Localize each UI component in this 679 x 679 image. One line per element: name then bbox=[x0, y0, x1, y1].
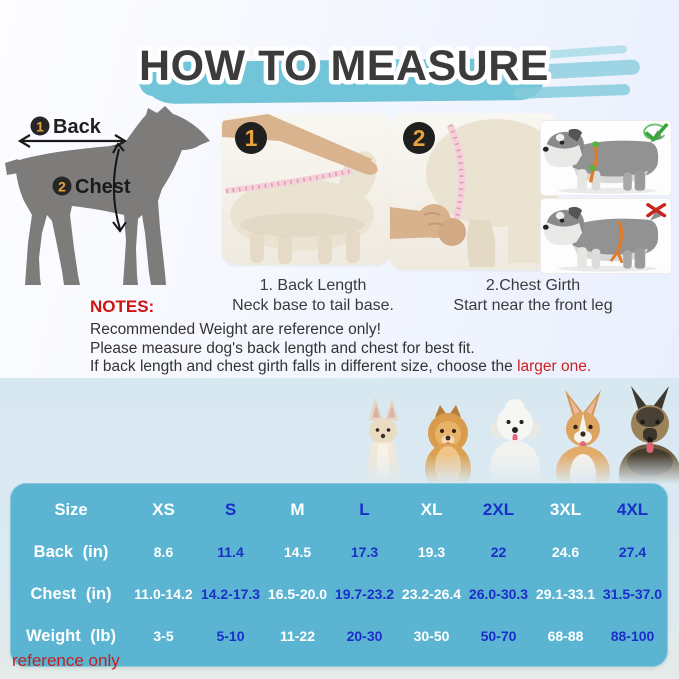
caption1-line1: 1. Back Length bbox=[259, 277, 367, 294]
reference-only-note: reference only bbox=[12, 651, 120, 670]
back-value: 24.6 bbox=[551, 544, 580, 560]
note-line-3 bbox=[90, 358, 591, 377]
col-header-xl: XL bbox=[420, 500, 443, 519]
chest-value: 31.5-37.0 bbox=[602, 586, 663, 602]
note-line-1: Recommended Weight are reference only! bbox=[90, 321, 381, 338]
back-value: 22 bbox=[490, 544, 507, 560]
weight-value: 20-30 bbox=[346, 628, 383, 644]
title-banner bbox=[0, 32, 679, 96]
col-header-2xl: 2XL bbox=[482, 500, 515, 519]
back-step-number: 1 bbox=[36, 118, 44, 135]
note-line-3-highlight: larger one. bbox=[517, 358, 592, 375]
notes-block bbox=[90, 297, 591, 377]
row-label-chest: Chest (in) bbox=[30, 584, 112, 603]
note-line-3-text: If back length and chest girth falls in different size, choose the bbox=[90, 358, 518, 375]
caption2-line2: Start near the front leg bbox=[453, 297, 613, 314]
weight-value: 3-5 bbox=[153, 628, 174, 644]
col-header-3xl: 3XL bbox=[549, 500, 582, 519]
dog-measurement-diagram bbox=[2, 103, 217, 293]
back-value: 19.3 bbox=[417, 544, 446, 560]
weight-value: 68-88 bbox=[547, 628, 584, 644]
col-header-l: L bbox=[359, 500, 370, 519]
back-label: Back bbox=[53, 116, 101, 138]
correct-fit-photo bbox=[541, 121, 671, 195]
back-value: 17.3 bbox=[350, 544, 379, 560]
breed-dogs-row bbox=[352, 384, 679, 484]
chest-value: 26.0-30.3 bbox=[468, 586, 529, 602]
chest-value: 11.0-14.2 bbox=[134, 586, 193, 602]
back-value: 11.4 bbox=[217, 544, 244, 560]
chest-value: 14.2-17.3 bbox=[200, 586, 261, 602]
caption2-line1: 2.Chest Girth bbox=[485, 277, 581, 294]
col-header-4xl: 4XL bbox=[616, 500, 649, 519]
chest-value: 29.1-33.1 bbox=[535, 586, 596, 602]
back-label-badge bbox=[31, 117, 50, 136]
chest-value: 19.7-23.2 bbox=[334, 586, 395, 602]
chest-girth-photo bbox=[390, 113, 558, 270]
back-value: 8.6 bbox=[153, 544, 174, 560]
weight-value: 88-100 bbox=[610, 628, 655, 644]
caption1-line2: Neck base to tail base. bbox=[232, 297, 394, 314]
chest-value: 16.5-20.0 bbox=[267, 586, 328, 602]
check-icon bbox=[644, 124, 666, 139]
notes-heading: NOTES: bbox=[90, 297, 155, 316]
svg-text:2: 2 bbox=[412, 125, 426, 151]
back-length-photo bbox=[222, 113, 390, 265]
weight-value: 11-22 bbox=[279, 628, 316, 644]
size-chart-table bbox=[10, 483, 668, 667]
chest-value: 23.2-26.4 bbox=[401, 586, 462, 602]
table-corner-label: Size bbox=[54, 500, 88, 519]
col-header-s: S bbox=[224, 500, 237, 519]
row-label-back: Back (in) bbox=[33, 542, 109, 561]
chest-step-number: 2 bbox=[58, 178, 66, 195]
col-header-m: M bbox=[290, 500, 305, 519]
chest-label-badge bbox=[53, 177, 72, 196]
back-value: 14.5 bbox=[283, 544, 312, 560]
note-line-2: Please measure dog's back length and chest for best fit. bbox=[90, 339, 475, 357]
incorrect-fit-photo bbox=[541, 199, 671, 273]
weight-value: 30-50 bbox=[413, 628, 450, 644]
correct-fit-illustration bbox=[541, 121, 671, 194]
incorrect-fit-illustration bbox=[541, 199, 671, 272]
weight-value: 5-10 bbox=[216, 628, 245, 644]
weight-value: 50-70 bbox=[480, 628, 517, 644]
step1-badge bbox=[235, 122, 267, 154]
chest-label: Chest bbox=[75, 176, 131, 198]
back-value: 27.4 bbox=[618, 544, 647, 560]
back-length-illustration bbox=[222, 113, 390, 265]
svg-text:1: 1 bbox=[244, 125, 258, 151]
page-title: HOW TO MEASURE bbox=[139, 42, 549, 90]
step2-badge bbox=[403, 122, 435, 154]
chest-girth-illustration bbox=[390, 113, 558, 270]
row-label-weight: Weight (lb) bbox=[26, 626, 116, 645]
col-header-xs: XS bbox=[152, 500, 175, 519]
